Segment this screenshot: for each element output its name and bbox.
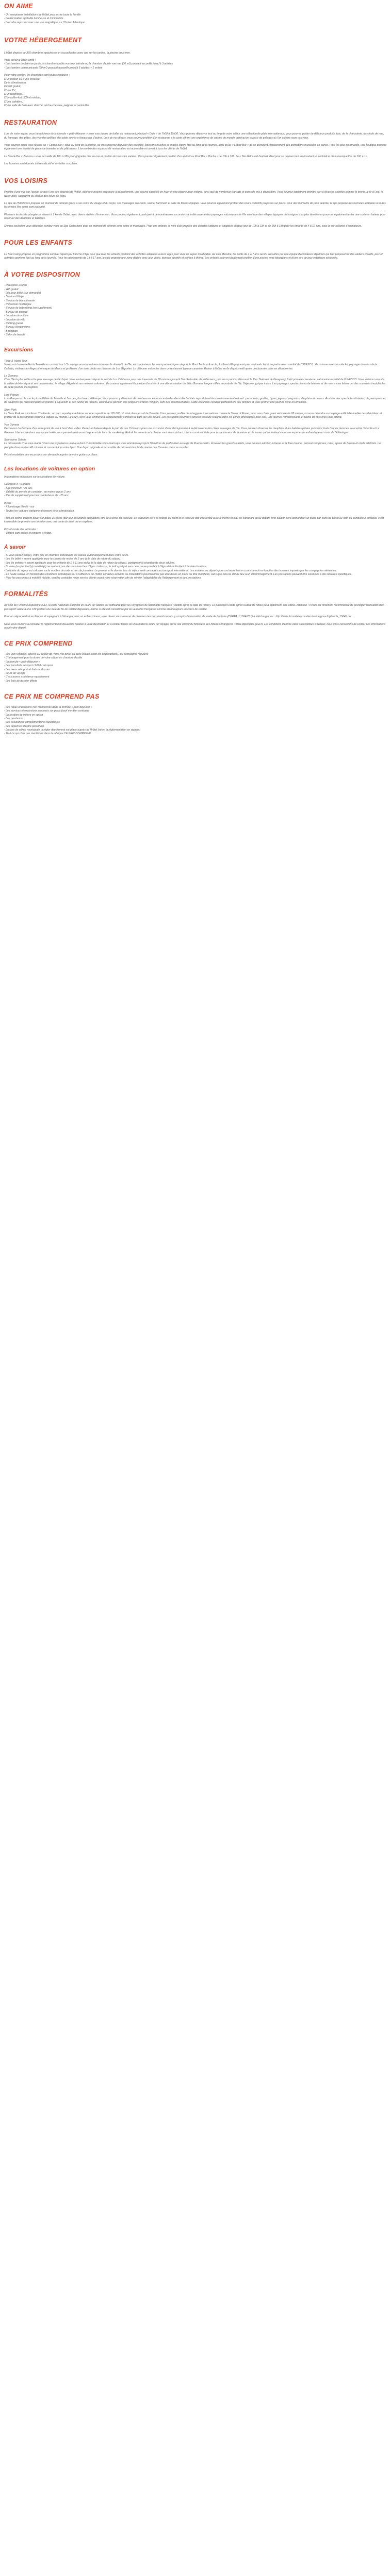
disposition-title: À VOTRE DISPOSITION	[4, 271, 80, 279]
excursion-item	[4, 375, 387, 390]
prix-comprend-item: - Les vols réguliers, opérés au départ de Paris (vol direct ou avec escale selon les disponibilités), sur compagnie régulière	[4, 653, 149, 656]
excursion-description: Le Siam Park vous invite en Thaïlande : un parc aquatique à thème sur une superficie de 185 000 m² situé dans le sud de Tenerife. Vous pourrez profiter de toboggans à sensations comme la Tower of Power, avec une chute quasi verticale de 28 mètres, ou vous détendre sur la plage artificielle bordée de sable blanc et profiter de la plus grande piscine à vagues au monde. Le Lazy River vous emmènera tranquillement à travers le parc sur une bouée. Les plus petits pourront s'amuser en toute sécurité dans les zones aménagées pour eux. Une journée rafraîchissante et pleine de fous rires vous attend.	[4, 412, 382, 419]
prix-comprend-item: - Les taxes aéroport et frais de dossier	[4, 668, 50, 671]
amenity-item: De la climatisation,	[4, 81, 27, 84]
formalites-section	[4, 591, 387, 631]
restauration-section	[4, 120, 387, 166]
amenity-item: Du wifi gratuit,	[4, 85, 21, 89]
disposition-item: - Parking gratuit	[4, 321, 23, 325]
locations-paragraph: Tous les clients devront payer sur place 15 euros (par jour assurance obligatoire) lors de la prise du véhicule. Le carburant est à la charge du client et le véhicule doit être rendu avec le même niveau de carburant qu'au départ. Une caution sera demandée sur place par carte de crédit au nom du conducteur principal. Il est impossible de prendre une location avec une carte de débit ou en espèces.	[4, 516, 384, 524]
disposition-item: - Salon de beauté	[4, 333, 25, 336]
page	[0, 0, 387, 736]
disposition-item: - Service d'étage	[4, 295, 24, 299]
excursion-description: Loro Parque est le zoo le plus célèbre de Tenerife et l'un des plus beaux d'Europe. Vous pourrez y découvrir de nombreuses espèces animales dans des habitats reproduisant leur environnement naturel : perroquets, gorilles, tigres, jaguars, pingouins, dauphins et orques. Assistez aux spectacles d'otaries, de perroquets et de dauphins qui ravissent petits et grands. L'aquarium et son tunnel de requins, ainsi que le pavillon des pingouins Planet Penguin, sont des incontournables. Cette excursion convient parfaitement aux familles et vous promet une journée riche en émotions.	[4, 397, 386, 404]
enfants-title: POUR LES ENFANTS	[4, 239, 73, 246]
excursion-description: Découvrez La Gomera d'un autre point de vue à bord d'un voilier. Partez en bateau depuis le port de Los Cristianos pour une excursion d'une demi-journée à la découverte des côtes sauvages de l'île. Vous pourrez observer les dauphins et les baleines pilotes qui vivent toute l'année dans les eaux entre Tenerife et La Gomera. Une escale dans une crique isolée vous permettra de vous baigner et de faire du snorkeling. Rafraîchissements et collation sont servis à bord. Une excursion idéale pour les amoureux de la nature et de la mer qui souhaitent vivre une expérience authentique au cœur de l'Atlantique.	[4, 427, 380, 434]
excursion-description: C'est l'île la plus petite et la plus sauvage de l'archipel. Vous embarquerez depuis le port de Los Cristianos pour une traversée de 50 minutes jusqu'à San Sebastián de la Gomera, puis vous partirez découvrir le Parc National de Garajonay, forêt primaire classée au patrimoine mondial de l'UNESCO. Vous visiterez ensuite la vallée de Hermigua et ses bananeraies, le village d'Agulo et ses maisons colorées. Vous aurez également l'occasion d'assister à une démonstration du Silbo Gomero, langue sifflée ancestrale de l'île. Déjeuner typique inclus. Les paysages spectaculaires de falaises et de ravins vous laisseront des souvenirs inoubliables de cette journée d'exception.	[4, 378, 386, 389]
prix-comprend-section	[4, 640, 387, 683]
prix-comprend-item: - Le kit de voyage	[4, 671, 25, 675]
loisirs-paragraph: Si vous souhaitez vous détendre, rendez-vous au Spa Sensations pour un moment de détente avec soins et massages. Pour vos enfants, le mini-club propose des activités ludiques et adaptées chaque jour de 10h à 13h et de 15h à 18h pour les enfants de 4 à 12 ans, sous la surveillance d'animateurs.	[4, 224, 362, 228]
formalites-paragraph: Pour un séjour réalisé en France et voyageant à l'étranger avec un enfant mineur, vous devez vous assurer de disposer des documents requis, y compris l'autorisation de sortie de territoire (CERFA n°15646*01) à télécharger sur : http://www.formulaires.modernisation.gouv.fr/gf/cerfa_15646.do.	[4, 615, 352, 619]
excursion-name: Vue Gomera	[4, 423, 20, 427]
hebergement-section	[4, 37, 387, 108]
excursion-item	[4, 394, 387, 405]
locations-inclus-item: - Kilométrage illimité - oui	[4, 505, 35, 509]
loisirs-title: VOS LOISIRS	[4, 177, 48, 184]
loisirs-paragraph: Le spa de l'hôtel vous propose un moment de détente grâce à ses soins du visage et du corps, ses massages relaxants, sauna, hammam et salle de fitness équipée. Vous pourrez également profiter des cours collectifs proposés sur place. Pour des moments de pure détente, le spa propose des formules adaptées à toutes les envies (les soins sont payants).	[4, 202, 386, 209]
excursion-description: La découverte d'un sous-marin. Vivez une expérience unique à bord d'un véritable sous-marin qui vous emmènera jusqu'à 30 mètres de profondeur au large de Puerto Colón. À travers les grands hublots, vous pourrez admirer la faune et la flore marine : poissons tropicaux, raies, épave de bateau et récifs artificiels. La plongée dure environ 45 minutes et convient à tous les âges. Une façon originale et accessible de découvrir les fonds marins des Canaries sans se mouiller.	[4, 442, 381, 449]
disposition-item: - Wifi gratuit	[4, 287, 19, 291]
prix-comprend-pas-item: - Les services et excursions proposés sur place (sauf mention contraire)	[4, 709, 90, 713]
locations-condition: - Pas de supplément pour les conducteurs de - 25 ans.	[4, 494, 70, 498]
hebergement-confort-label: Pour votre confort, les chambres sont toutes équipées :	[4, 74, 70, 77]
disposition-item: - Service de blanchisserie	[4, 299, 35, 302]
amenity-item: D'une salle de bain avec douche, sèche-cheveux, peignoir et pantoufles	[4, 104, 90, 108]
amenity-item: D'un téléphone,	[4, 93, 23, 96]
prix-comprend-pas-item: - La location de voiture en option	[4, 713, 43, 717]
restauration-title: RESTAURATION	[4, 118, 57, 126]
formalites-title: FORMALITÉS	[4, 590, 48, 598]
on-aime-line: - La cadre reposant avec une vue magnifique sur l'Océan Atlantique	[4, 21, 85, 24]
savoir-section	[4, 545, 387, 580]
excursions-note: Prix et modalités des excursions sur demande auprès de votre guide sur place.	[4, 453, 98, 457]
savoir-item: - Les lits bébé « seront appliqués pour les bébés de moins de 2 ans (à la date de retour du séjour).	[4, 557, 121, 561]
disposition-item: - Réception 24/24h	[4, 284, 27, 287]
savoir-item: - Si vous partez seul(e), votre prix en chambre individuelle est calculé automatiquement dans votre devis.	[4, 554, 129, 557]
amenity-item: D'un balcon ou d'une terrasse,	[4, 77, 41, 81]
hebergement-option: - La chambre double vue jardin, la chambre double vue mer latérale ou la chambre double vue mer (30 m²) pouvant accueillir jusqu'à 3 adultes	[4, 62, 173, 66]
prix-comprend-item: - L'assurance assistance rapatriement	[4, 675, 50, 679]
disposition-item: - Location de vélo	[4, 318, 25, 321]
on-aime-section	[4, 0, 387, 25]
disposition-list	[4, 284, 387, 337]
savoir-item: - La durée du séjour est calculée sur le nombre de nuits et non de journées. Le premier et le dernier jour du séjour sont consacrés au transport international. Les arrivées ou départs pourront avoir lieu en cours de nuit en fonction des horaires imposés par les compagnies aériennes.	[4, 569, 337, 572]
hebergement-title: VOTRE HÉBERGEMENT	[4, 36, 82, 44]
disposition-item: - Bureau d'excursions	[4, 326, 30, 329]
savoir-item: - Les lits enfants « seront appliqués pour les enfants de 2 à 11 ans inclus (à la date de retour du séjour), partageant la chambre de deux adultes.	[4, 561, 175, 565]
loisirs-section	[4, 178, 387, 228]
restauration-paragraph: Vous pourrez aussi vous relaxer au « Cotton Bar » situé au bord de la piscine, où vous pourrez déguster des cocktails, boissons fraîches et snacks légers tout au long de la journée, ainsi qu'au « Lobby Bar » où se déroulent régulièrement des animations musicales en soirée. Pour les plus gourmands, une boutique propose également une variété de glaces artisanales et de pâtisseries. L'ensemble des espaces de restauration est accessible et ouvert à tous les clients de l'hôtel.	[4, 144, 387, 151]
on-aime-title: ON AIME	[4, 3, 33, 10]
locations-section	[4, 466, 387, 535]
prix-comprend-pas-item: - La taxe de séjour municipale, à régler directement sur place auprès de l'hôtel (selon la réglementation en vigueur)	[4, 728, 141, 732]
savoir-title: À savoir	[4, 544, 26, 551]
locations-category: Catégorie A : 5 places	[4, 483, 30, 486]
prix-comprend-pas-item: - Tout ce qui n'est pas mentionné dans la rubrique CE PRIX COMPREND	[4, 732, 91, 736]
excursion-name: Loro Parque	[4, 393, 19, 397]
savoir-item: - Si votre (vos) enfant(s) ou bébé(s) ne rentrent pas dans les tranches d'âges ci-dessus, le tarif appliqué sera celui correspondant à l'âge réel de l'enfant à la date du retour.	[4, 565, 207, 569]
disposition-item: - Personnel multilingue	[4, 303, 31, 306]
enfants-section	[4, 240, 387, 261]
prix-comprend-title: CE PRIX COMPREND	[4, 640, 73, 648]
prix-comprend-pas-title: CE PRIX NE COMPREND PAS	[4, 693, 100, 701]
prix-comprend-item: - La formule « petit-déjeuner »	[4, 660, 40, 664]
prix-comprend-item: - L'hébergement pour la durée de votre séjour en chambre double	[4, 656, 83, 660]
excursion-name: Submarine Safaris	[4, 438, 26, 442]
prix-comprend-item: - Les frais de dossier offerts	[4, 679, 38, 683]
savoir-item: - Pour les personnes à mobilité réduite, veuillez contacter notre service clients avant votre réservation afin de vérifier l'adaptabilité de l'hébergement et des prestations.	[4, 577, 202, 580]
prix-comprend-item: - Les transferts aéroport / hôtel / aéroport	[4, 664, 53, 668]
savoir-item: - En haute saison, en fonction des conditions climatiques ou à l'affluence de l'hôtel, certaines activités ou installations pourraient ne pas être mises en place ou être modifiées, sans que cela ne donne lieu à un dédommagement. Les prestations peuvent être soumises à des horaires spécifiques.	[4, 572, 352, 576]
excursion-name: Siam Park	[4, 408, 17, 412]
disposition-item: - Lits pour bébé (sur demande)	[4, 291, 41, 295]
disposition-item: - Service de babysitting (en supplément)	[4, 307, 52, 310]
excursion-item	[4, 360, 387, 371]
excursion-name: La Gomera	[4, 375, 18, 378]
prix-comprend-pas-item: - Les dépenses d'ordre personnel	[4, 724, 44, 728]
hebergement-option: - La chambre communicante (60 m²) pouvant accueillir jusqu'à 5 adultes + 1 enfant	[4, 66, 103, 70]
prix-comprend-pas-item: - Les assurances complémentaires facultatives	[4, 721, 60, 724]
prix-comprend-pas-item: - Les repas et boissons non mentionnés dans la formule « petit-déjeuner »	[4, 705, 92, 709]
loisirs-paragraph: Plusieurs écoles de plongée se situent à 1 km de l'hôtel, avec divers ateliers d'immersion. Vous pourrez également participer à de nombreuses excursions à la découverte des paysages volcaniques de l'île ainsi que des villages typiques de la région. Les plus téméraires pourront également tenter une sortie en bateau pour observer des dauphins et baleines.	[4, 213, 386, 221]
locations-inclus-item: - Toutes les voitures catégorie disposent de la climatisation.	[4, 509, 75, 513]
on-aime-line: - La décoration agréable lumineuse et minimaliste	[4, 17, 63, 21]
excursions-section	[4, 347, 387, 457]
locations-prix-label: Prix et mode des véhicules :	[4, 528, 38, 531]
prix-comprend-pas-list	[4, 706, 387, 736]
excursion-name: Teide & Island Tour	[4, 359, 27, 363]
formalites-paragraph: Nous vous invitons à consulter la réglementation douanière relative à votre destination et à vérifier toutes les informations avant de voyager sur le site officiel du Ministère des Affaires étrangères : www.diplomatie.gouv.fr. Les conditions d'entrée étant susceptibles d'évoluer, nous vous conseillons de vérifier ces informations avant votre départ.	[4, 622, 386, 630]
on-aime-line: - Un somptueux installations de l'hôtel pour écrire toute la famille	[4, 13, 81, 16]
amenity-item: D'une cafetière,	[4, 100, 23, 104]
enfants-paragraph: Le Star Camp propose un programme complet réparti par tranche d'âge pour que tous les enfants profitent des activités adaptées à leurs âges pour vivre un séjour inoubliable. Au club Mirouha, les petits de 4 à 7 ans seront encadrés par une équipe d'animateurs diplômés qui leur proposeront des ateliers créatifs, jeux et activités sportives tout au long de la journée. Pour les adolescents de 13 à 17 ans, le club propose une zone dédiée avec jeux vidéo, tournois sportifs et soirées à thème. Les enfants pourront également profiter d'une piscine avec toboggans et d'une aire de jeux extérieure sécurisée.	[4, 252, 383, 260]
restauration-paragraph: Le Snack-Bar « Zamora » vous accueille de 10h à 18h pour grignoter des en-cas et profiter de boissons variées. Vous pourrez également profiter d'un apéritif au Pool Bar « Bocha » de 10h à 18h. Le « Bar Hall » est l'endroit idéal pour se reposer tout en écoutant un cocktail et de la musique live de 10h à 1h.	[4, 155, 368, 158]
disposition-item: - Location de voiture	[4, 314, 29, 318]
locations-title: Les locations de voitures en option	[4, 466, 95, 472]
excursion-item	[4, 409, 387, 420]
excursion-description: Venez voir la merveille de Tenerife en un seul tour ! Ce voyage vous emmènera à travers la diversité de l'île, vous admirerez les vues panoramiques depuis le Mont Teide, volcan le plus haut d'Espagne et parc national classé au patrimoine mondial de l'UNESCO. Vous traverserez ensuite les paysages lunaires de la Cañada, visiterez le village pittoresque de Masca et profiterez d'un arrêt photo aux falaises de Los Gigantes. Le déjeuner est inclus dans un restaurant typique canarien. Retour à l'hôtel en fin d'après-midi après une journée riche en découvertes.	[4, 363, 378, 370]
excursion-item	[4, 438, 387, 450]
locations-intro: Informations indicatives sur les locations de voiture.	[4, 475, 66, 479]
locations-condition: - Validité du permis de conduire : au moins depuis 2 ans	[4, 490, 71, 494]
prix-comprend-pas-section	[4, 693, 387, 736]
formalites-paragraph: Au sein de l'Union européenne (UE), la carte nationale d'identité en cours de validité est suffisante pour les voyageurs de nationalité française (validité après la date de retour). Le passeport valide après la date de retour peut également être utilisé. Attention : il vous est fortement recommandé de privilégier l'utilisation d'un passeport valide à une CNI portant une date de fin de validité dépassée, même si elle est considérée par les autorités françaises comme étant toujours en cours de validité.	[4, 604, 384, 611]
amenity-item: D'un coffre-fort LCD et minibar,	[4, 96, 41, 100]
loisirs-paragraph: Profitez d'une vue sur l'océan depuis l'une des piscines de l'hôtel, dont une piscine extérieure à débordement, une piscine chauffée en hiver et une piscine pour enfants, ainsi que de nombreux transats et parasols mis à disposition. Vous pourrez également prendre part à diverses activités comme le tennis, le tir à l'arc, le water-polo, l'aquagym ou encore des cours de yoga.	[4, 191, 383, 198]
hebergement-intro: L'hôtel dispose de 365 chambres spacieuses et accueillantes avec vue sur les jardins, la piscine ou la mer.	[4, 51, 131, 55]
locations-condition: - Âge minimum : 21 ans	[4, 486, 32, 490]
locations-inclus-label: Inclus :	[4, 501, 13, 505]
amenities-list	[4, 78, 387, 108]
restauration-paragraph: Lors de votre séjour, vous bénéficierez de la formule « petit-déjeuner » servi sous forme de buffet au restaurant principal « Dojo » de 7h00 à 10h30. Vous pourrez découvrir tout au long de votre séjour une sélection de plats internationaux, vous pourrez goûter de délicieux produits frais, de la charcuterie, des fruits de mer, du fromage, des pâtes, des viandes grillées, des plats sucrés et beaucoup d'autres. Lors de vos dîners, vous pourrez profiter d'un restaurant à la carte offrant une expérience de cuisine du monde, ainsi qu'un espace de grillades où l'on cuisine sous vos yeux.	[4, 132, 384, 140]
prix-comprend-pas-item: - Les pourboires	[4, 717, 24, 720]
excursion-item	[4, 423, 387, 435]
hebergement-choice-label: Vous aurez le choix entre :	[4, 59, 36, 62]
disposition-item: - Boutiques	[4, 329, 18, 333]
amenity-item: D'une TV,	[4, 89, 16, 92]
disposition-item: - Bureau de change	[4, 310, 28, 314]
excursions-title: Excursions	[4, 347, 34, 353]
restauration-note: Les horaires sont donnés à titre indicatif et à vérifier sur place.	[4, 162, 78, 166]
disposition-section	[4, 272, 387, 337]
prix-comprend-list	[4, 653, 387, 683]
locations-prix-line: - Voiture sont prises et rendues à l'hôtel.	[4, 532, 52, 535]
